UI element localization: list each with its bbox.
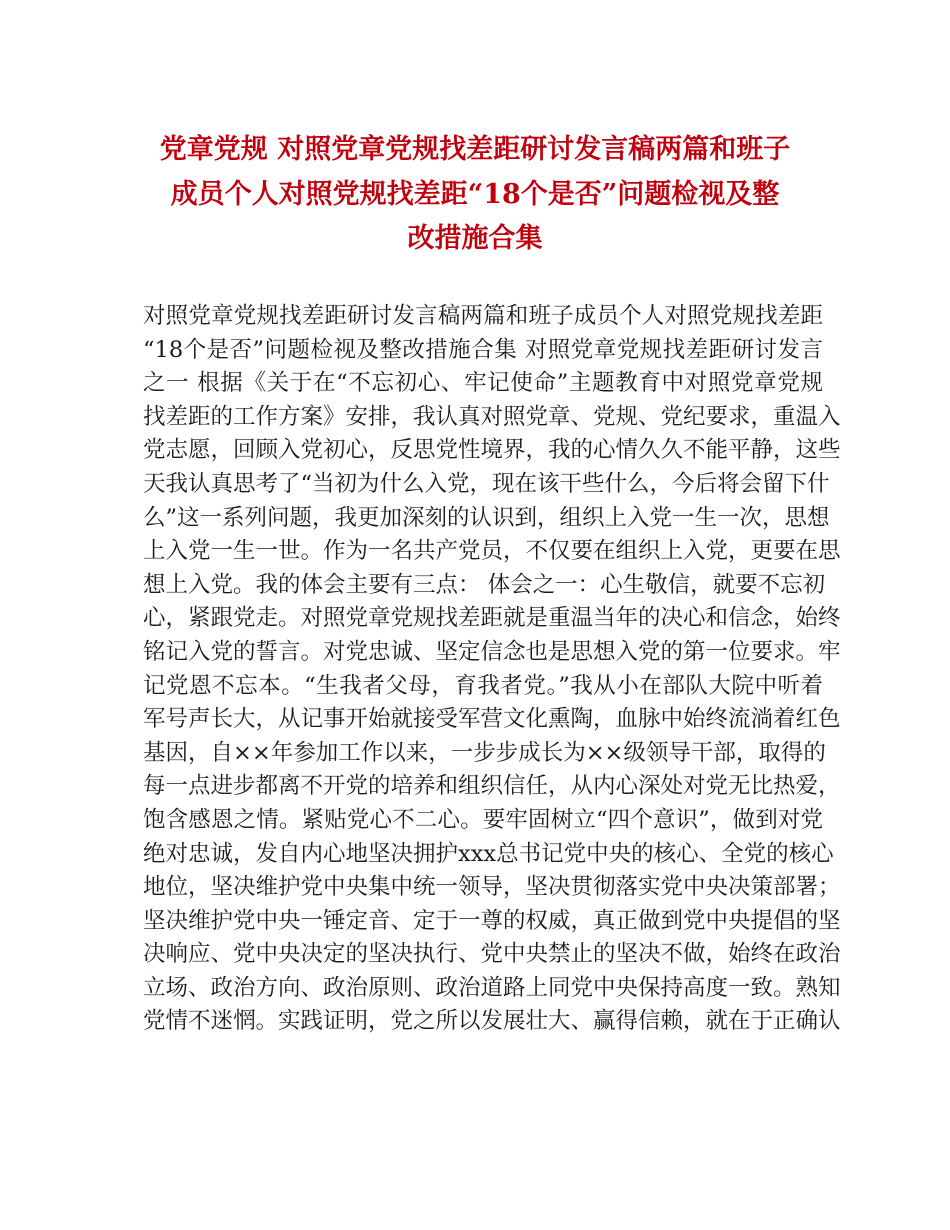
body-line: 军号声长大，从记事开始就接受军营文化熏陶，血脉中始终流淌着红色	[143, 706, 841, 733]
document-body	[143, 300, 841, 1039]
body-line: 立场、政治方向、政治原则、政治道路上同党中央保持高度一致。熟知	[143, 974, 841, 1001]
body-line: 铭记入党的誓言。对党忠诚、坚定信念也是思想入党的第一位要求。牢	[143, 638, 841, 665]
body-line: 基因，自××年参加工作以来，一步步成长为××级领导干部，取得的	[143, 739, 826, 766]
body-line: 找差距的工作方案》安排，我认真对照党章、党规、党纪要求，重温入	[143, 403, 841, 430]
body-line: 饱含感恩之情。紧贴党心不二心。要牢固树立“四个意识”，做到对党	[143, 806, 823, 833]
body-line: 地位，坚决维护党中央集中统一领导，坚决贯彻落实党中央决策部署；	[143, 874, 841, 901]
body-line: 么”这一系列问题，我更加深刻的认识到，组织上入党一生一次，思想	[143, 504, 830, 531]
body-line: 坚决维护党中央一锤定音、定于一尊的权威，真正做到党中央提倡的坚	[143, 907, 841, 934]
body-line: 绝对忠诚，发自内心地坚决拥护xxx总书记党中央的核心、全党的核心	[143, 840, 834, 867]
body-line: 决响应、党中央决定的坚决执行、党中央禁止的坚决不做，始终在政治	[143, 941, 841, 968]
body-line: 每一点进步都离不开党的培养和组织信任，从内心深处对党无比热爱，	[143, 773, 841, 800]
body-line: 之一 根据《关于在“不忘初心、牢记使命”主题教育中对照党章党规	[143, 370, 823, 397]
body-line: 心，紧跟党走。对照党章党规找差距就是重温当年的决心和信念，始终	[143, 605, 841, 632]
body-line: 对照党章党规找差距研讨发言稿两篇和班子成员个人对照党规找差距	[143, 303, 823, 329]
title-line-2: 成员个人对照党规找差距“18个是否”问题检视及整	[170, 178, 780, 210]
body-line: 想上入党。我的体会主要有三点： 体会之一：心生敬信，就要不忘初	[143, 571, 826, 598]
body-line: 上入党一生一世。作为一名共产党员，不仅要在组织上入党，更要在思	[143, 538, 841, 565]
body-line: 党情不迷惘。实践证明，党之所以发展壮大、赢得信赖，就在于正确认	[143, 1008, 841, 1035]
body-line: 天我认真思考了“当初为什么入党，现在该干些什么，今后将会留下什	[143, 470, 830, 497]
title-line-1: 党章党规 对照党章党规找差距研讨发言稿两篇和班子	[159, 134, 791, 165]
document-title	[100, 128, 850, 262]
title-line-3: 改措施合集	[407, 223, 543, 254]
body-line: 党志愿，回顾入党初心，反思党性境界，我的心情久久不能平静，这些	[143, 437, 841, 464]
body-line: 记党恩不忘本。“生我者父母，育我者党。”我从小在部队大院中听着	[143, 672, 823, 699]
body-line: “18个是否”问题检视及整改措施合集 对照党章党规找差距研讨发言	[143, 336, 823, 363]
